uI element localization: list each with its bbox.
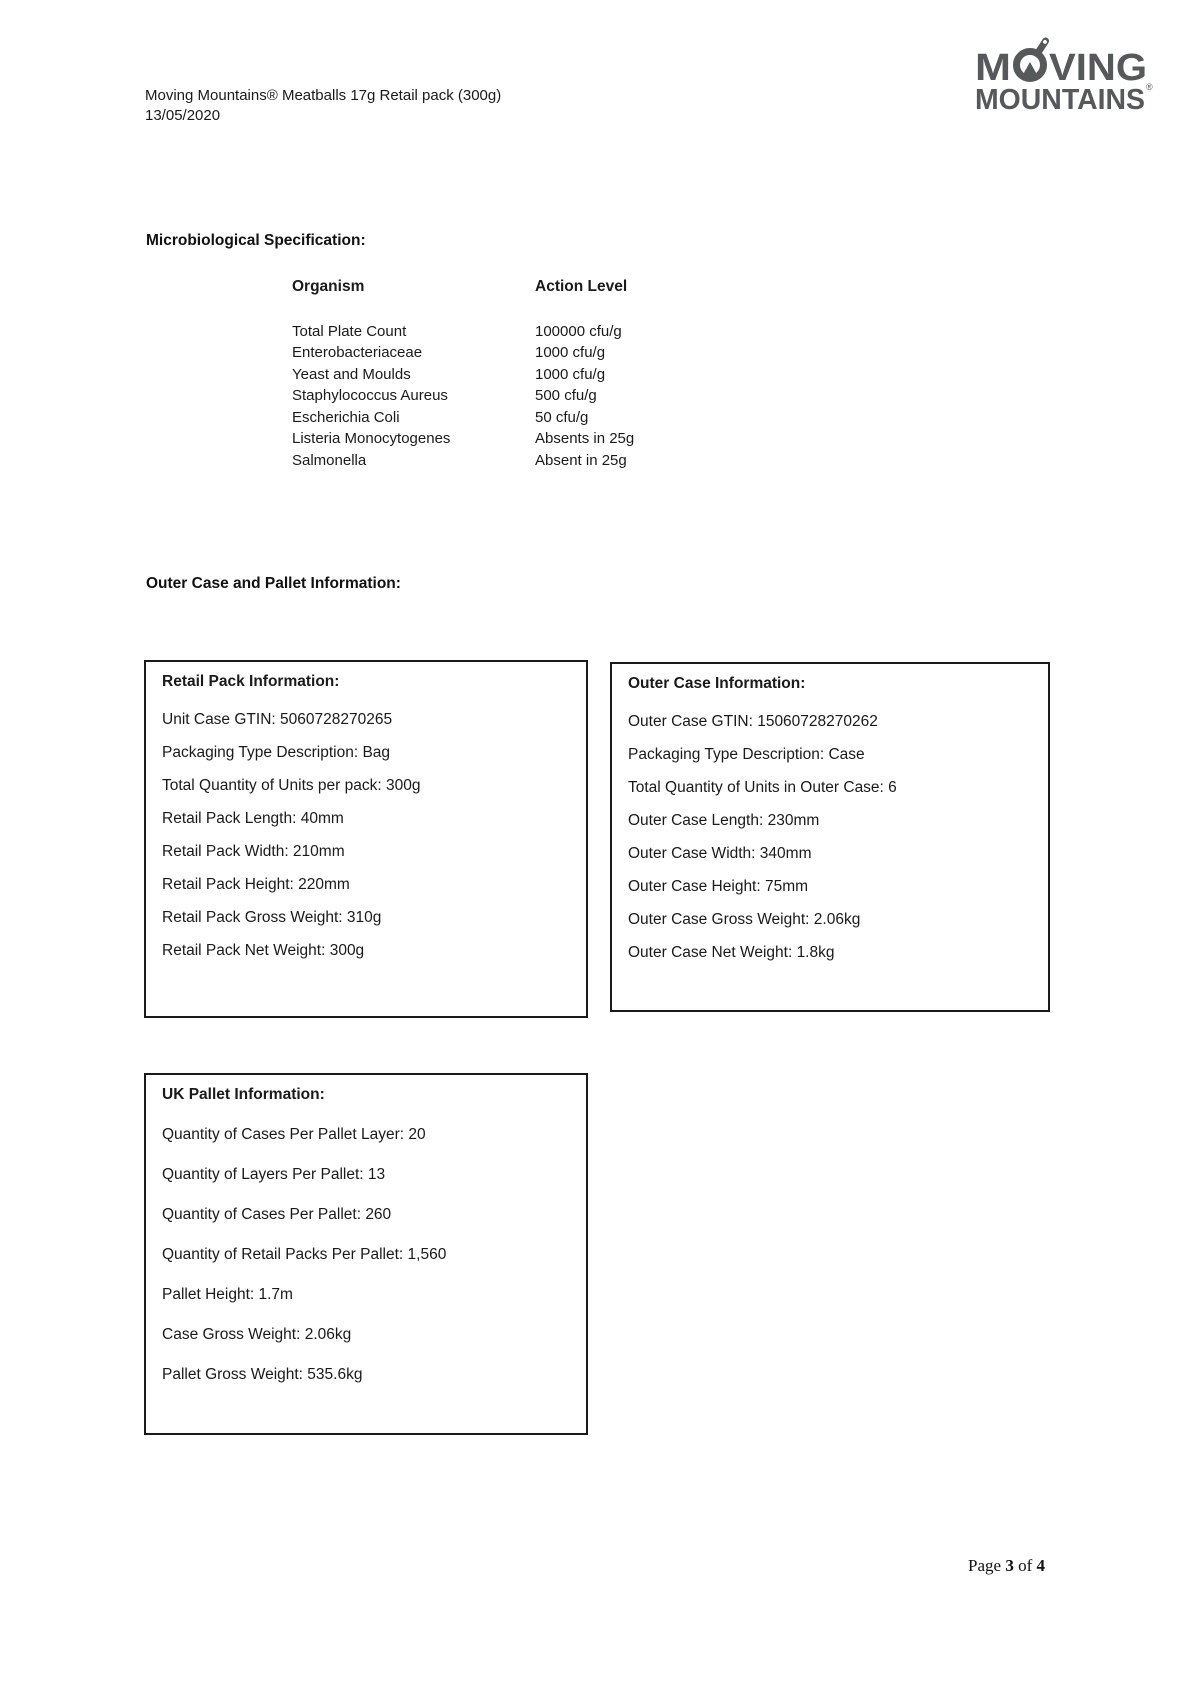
action-level-cell: Absent in 25g bbox=[535, 451, 627, 469]
organism-cell: Total Plate Count bbox=[292, 322, 407, 340]
logo-word1-prefix: M bbox=[975, 47, 1011, 89]
uk-pallet-box-title: UK Pallet Information: bbox=[162, 1086, 325, 1103]
micro-spec-table bbox=[292, 276, 634, 471]
retail-pack-info-line: Retail Pack Length: 40mm bbox=[162, 810, 344, 827]
document-date: 13/05/2020 bbox=[145, 107, 221, 124]
page-number-footer bbox=[968, 1556, 1045, 1576]
logo-word1-suffix: VING bbox=[1049, 47, 1147, 89]
table-spacer bbox=[292, 298, 634, 321]
registered-trademark-symbol: ® bbox=[1146, 82, 1153, 92]
uk-pallet-info-line: Pallet Height: 1.7m bbox=[162, 1286, 293, 1303]
product-title: Moving Mountains® Meatballs 17g Retail pack (300g) bbox=[145, 87, 502, 104]
outer-case-info-line: Outer Case Height: 75mm bbox=[628, 878, 809, 895]
retail-pack-info-box bbox=[144, 660, 588, 1018]
uk-pallet-info-line: Pallet Gross Weight: 535.6kg bbox=[162, 1366, 363, 1383]
moving-mountains-logo bbox=[975, 34, 1155, 114]
outer-case-info-line: Outer Case Net Weight: 1.8kg bbox=[628, 944, 835, 961]
total-page-count: 4 bbox=[1036, 1556, 1045, 1575]
uk-pallet-info-line: Quantity of Retail Packs Per Pallet: 1,560 bbox=[162, 1246, 447, 1263]
current-page-number: 3 bbox=[1005, 1556, 1014, 1575]
action-level-cell: 1000 cfu/g bbox=[535, 344, 606, 361]
outer-case-info-box bbox=[610, 662, 1050, 1012]
retail-pack-box-title: Retail Pack Information: bbox=[162, 673, 340, 690]
outer-case-pallet-heading: Outer Case and Pallet Information: bbox=[146, 575, 401, 592]
footer-prefix: Page bbox=[968, 1556, 1002, 1575]
action-level-cell: 100000 cfu/g bbox=[535, 322, 622, 340]
outer-case-info-line: Outer Case GTIN: 15060728270262 bbox=[628, 713, 878, 730]
retail-pack-info-line: Total Quantity of Units per pack: 300g bbox=[162, 777, 421, 794]
logo-word2: MOUNTAINS bbox=[975, 84, 1145, 114]
footer-separator: of bbox=[1018, 1556, 1033, 1575]
outer-case-box-title: Outer Case Information: bbox=[628, 675, 806, 692]
retail-pack-info-line: Retail Pack Width: 210mm bbox=[162, 843, 345, 860]
uk-pallet-info-line: Quantity of Cases Per Pallet: 260 bbox=[162, 1206, 392, 1223]
micro-spec-heading: Microbiological Specification: bbox=[146, 232, 366, 249]
document-header bbox=[145, 86, 501, 126]
uk-pallet-info-line: Case Gross Weight: 2.06kg bbox=[162, 1326, 352, 1343]
organism-cell: Yeast and Moulds bbox=[292, 365, 411, 383]
outer-case-info-line: Outer Case Length: 230mm bbox=[628, 812, 820, 829]
organism-cell: Staphylococcus Aureus bbox=[292, 387, 448, 404]
outer-case-info-line: Packaging Type Description: Case bbox=[628, 746, 865, 763]
action-level-cell: 1000 cfu/g bbox=[535, 365, 606, 383]
uk-pallet-info-line: Quantity of Layers Per Pallet: 13 bbox=[162, 1166, 386, 1183]
action-level-cell: 50 cfu/g bbox=[535, 408, 589, 426]
pan-icon bbox=[1017, 36, 1051, 78]
organism-cell: Escherichia Coli bbox=[292, 408, 400, 426]
retail-pack-info-line: Retail Pack Gross Weight: 310g bbox=[162, 909, 382, 926]
uk-pallet-info-box bbox=[144, 1073, 588, 1435]
outer-case-info-line: Outer Case Gross Weight: 2.06kg bbox=[628, 911, 861, 928]
outer-case-info-line: Total Quantity of Units in Outer Case: 6 bbox=[628, 779, 897, 796]
retail-pack-info-line: Unit Case GTIN: 5060728270265 bbox=[162, 711, 393, 728]
retail-pack-info-line: Packaging Type Description: Bag bbox=[162, 744, 391, 761]
frying-pan-logo-icon bbox=[975, 34, 1155, 114]
organism-column-header: Organism bbox=[292, 278, 365, 295]
organism-cell: Enterobacteriaceae bbox=[292, 344, 423, 361]
action-level-column-header: Action Level bbox=[535, 278, 628, 295]
organism-cell: Salmonella bbox=[292, 451, 367, 469]
retail-pack-info-line: Retail Pack Net Weight: 300g bbox=[162, 942, 365, 959]
outer-case-info-line: Outer Case Width: 340mm bbox=[628, 845, 812, 862]
retail-pack-info-line: Retail Pack Height: 220mm bbox=[162, 876, 350, 893]
action-level-cell: 500 cfu/g bbox=[535, 387, 597, 404]
action-level-cell: Absents in 25g bbox=[535, 430, 635, 447]
uk-pallet-info-line: Quantity of Cases Per Pallet Layer: 20 bbox=[162, 1126, 426, 1143]
organism-cell: Listeria Monocytogenes bbox=[292, 430, 451, 447]
